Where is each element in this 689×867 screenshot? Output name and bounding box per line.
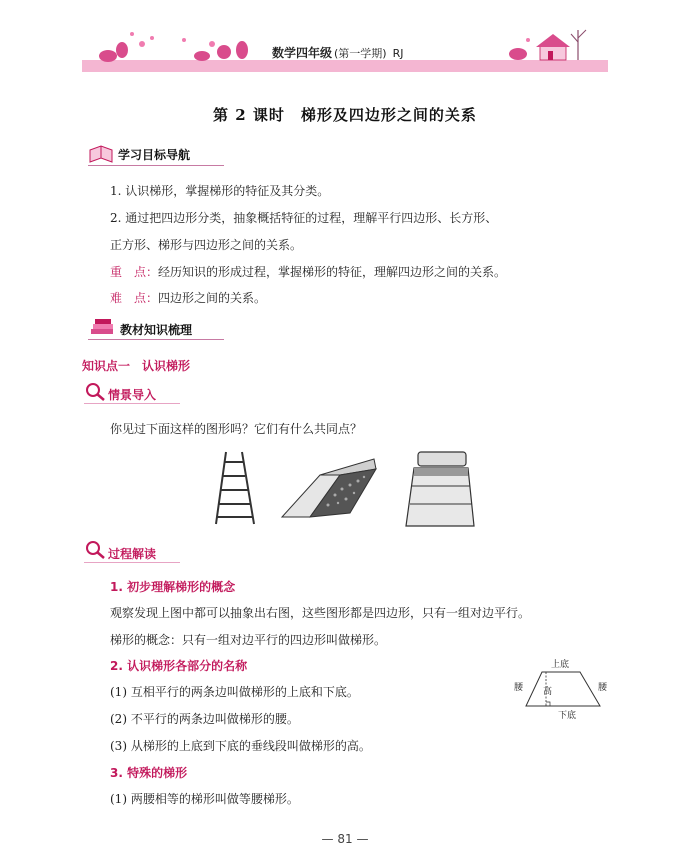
section-3-heading: 3. 特殊的梯形: [110, 766, 188, 780]
section-2-heading: 2. 认识梯形各部分的名称: [110, 659, 248, 673]
goals-heading: 学习目标导航: [118, 148, 191, 162]
trapezoid-diagram: [524, 668, 602, 710]
difficult-point: [110, 289, 266, 306]
goal-item-2a: 2. 通过把四边形分类，抽象概括特征的过程，理解平行四边形、长方形、: [110, 211, 498, 225]
magnifier-icon-2: [84, 540, 106, 560]
embankment-image: [280, 455, 378, 519]
magnifier-icon: [84, 382, 106, 402]
key-point-label: 重 点：: [110, 265, 159, 279]
key-point-text: 经历知识的形成过程，掌握梯形的特征，理解四边形之间的关系。: [158, 265, 507, 279]
difficult-point-label: 难 点：: [110, 291, 159, 305]
goal-item-2b: 正方形、梯形与四边形之间的关系。: [110, 238, 303, 252]
knowledge-heading: 教材知识梳理: [120, 323, 193, 337]
label-bottom-base: 下底: [558, 711, 577, 721]
books-stack-icon: [88, 317, 116, 337]
header-subject: 数学四年级: [272, 46, 333, 60]
section-2-line-3: (3) 从梯形的上底到下底的垂线段叫做梯形的高。: [110, 739, 371, 753]
goal-item-1: 1. 认识梯形，掌握梯形的特征及其分类。: [110, 184, 330, 198]
label-height: 高: [543, 687, 553, 697]
section-3-line-1: (1) 两腰相等的梯形叫做等腰梯形。: [110, 792, 299, 806]
header-edition: RJ: [392, 47, 404, 60]
difficult-point-text: 四边形之间的关系。: [158, 291, 267, 305]
label-left-leg: 腰: [514, 683, 524, 693]
book-icon: [88, 144, 114, 164]
knowledge-point-1: 知识点一 认识梯形: [82, 359, 191, 373]
section-1-heading: 1. 初步理解梯形的概念: [110, 580, 236, 594]
label-top-base: 上底: [551, 660, 570, 670]
header-term: (第一学期): [334, 47, 387, 60]
page-number: — 81 —: [321, 832, 369, 846]
header-title: [272, 44, 404, 61]
ladder-image: [212, 450, 260, 526]
vaulting-box-image: [402, 448, 476, 528]
label-right-leg: 腰: [598, 683, 608, 693]
knowledge-underline: [88, 339, 224, 340]
section-1-line-1: 观察发现上图中都可以抽象出右图，这些图形都是四边形，只有一组对边平行。: [110, 606, 531, 620]
process-underline: [84, 562, 180, 563]
goals-underline: [88, 165, 224, 166]
section-2-line-1: (1) 互相平行的两条边叫做梯形的上底和下底。: [110, 685, 359, 699]
intro-question: 你见过下面这样的图形吗？它们有什么共同点？: [110, 422, 363, 436]
intro-underline: [84, 403, 180, 404]
intro-heading: 情景导入: [108, 388, 157, 402]
process-heading: 过程解读: [108, 547, 157, 561]
section-2-line-2: (2) 不平行的两条边叫做梯形的腰。: [110, 712, 299, 726]
section-1-line-2: 梯形的概念：只有一组对边平行的四边形叫做梯形。: [110, 633, 387, 647]
lesson-title: 第 2 课时 梯形及四边形之间的关系: [213, 106, 477, 124]
key-point: [110, 263, 506, 280]
